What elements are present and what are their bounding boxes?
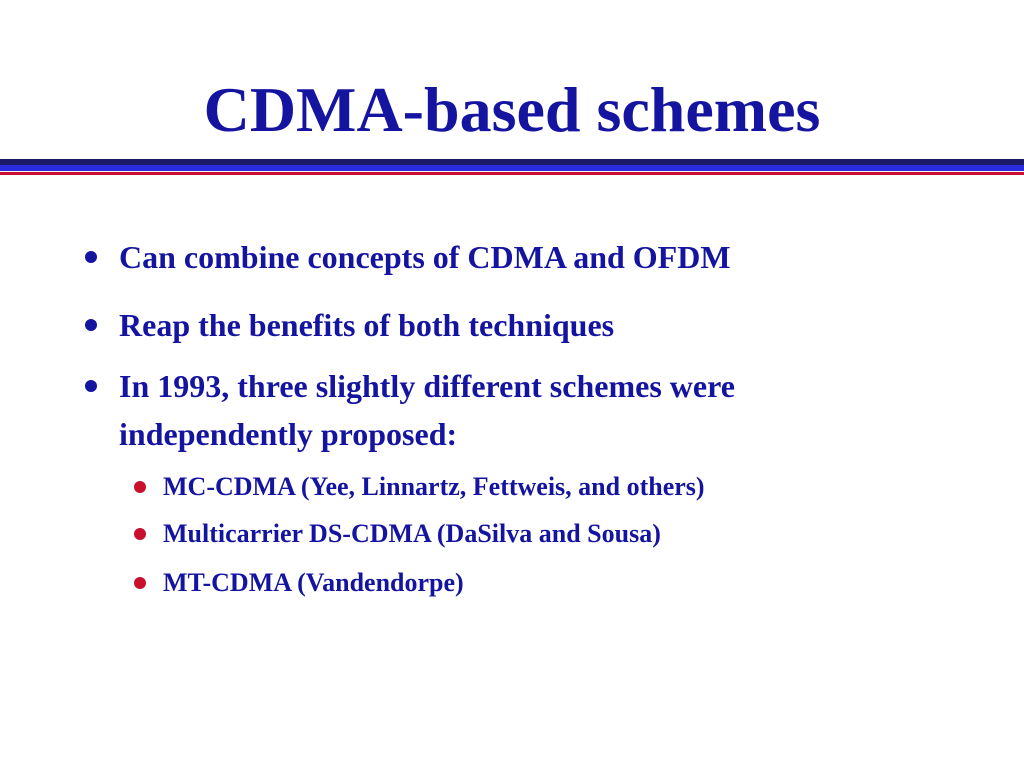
sub-bullet-dot-icon (134, 481, 146, 493)
bullet-text: In 1993, three slightly different schemes were independently proposed: (119, 368, 735, 452)
bullet-text: Reap the benefits of both techniques (119, 307, 615, 343)
sub-bullet-dot-icon (134, 528, 146, 540)
sub-bullet-text: MC-CDMA (Yee, Linnartz, Fettweis, and others) (163, 472, 705, 501)
bullet-dot-icon (85, 251, 97, 263)
sub-bullet-item (163, 565, 943, 601)
sub-bullet-dot-icon (134, 577, 146, 589)
sub-bullet-item (163, 469, 943, 505)
bullet-text: Can combine concepts of CDMA and OFDM (119, 239, 731, 275)
slide-title: CDMA-based schemes (203, 74, 821, 145)
bullet-dot-icon (85, 319, 97, 331)
bullet-item (119, 233, 919, 281)
sub-bullet-text: MT-CDMA (Vandendorpe) (163, 568, 464, 597)
sub-bullet-item (163, 516, 943, 552)
bullet-item (119, 301, 919, 349)
bullet-item (119, 362, 919, 458)
bullet-dot-icon (85, 380, 97, 392)
sub-bullet-text: Multicarrier DS-CDMA (DaSilva and Sousa) (163, 519, 661, 548)
